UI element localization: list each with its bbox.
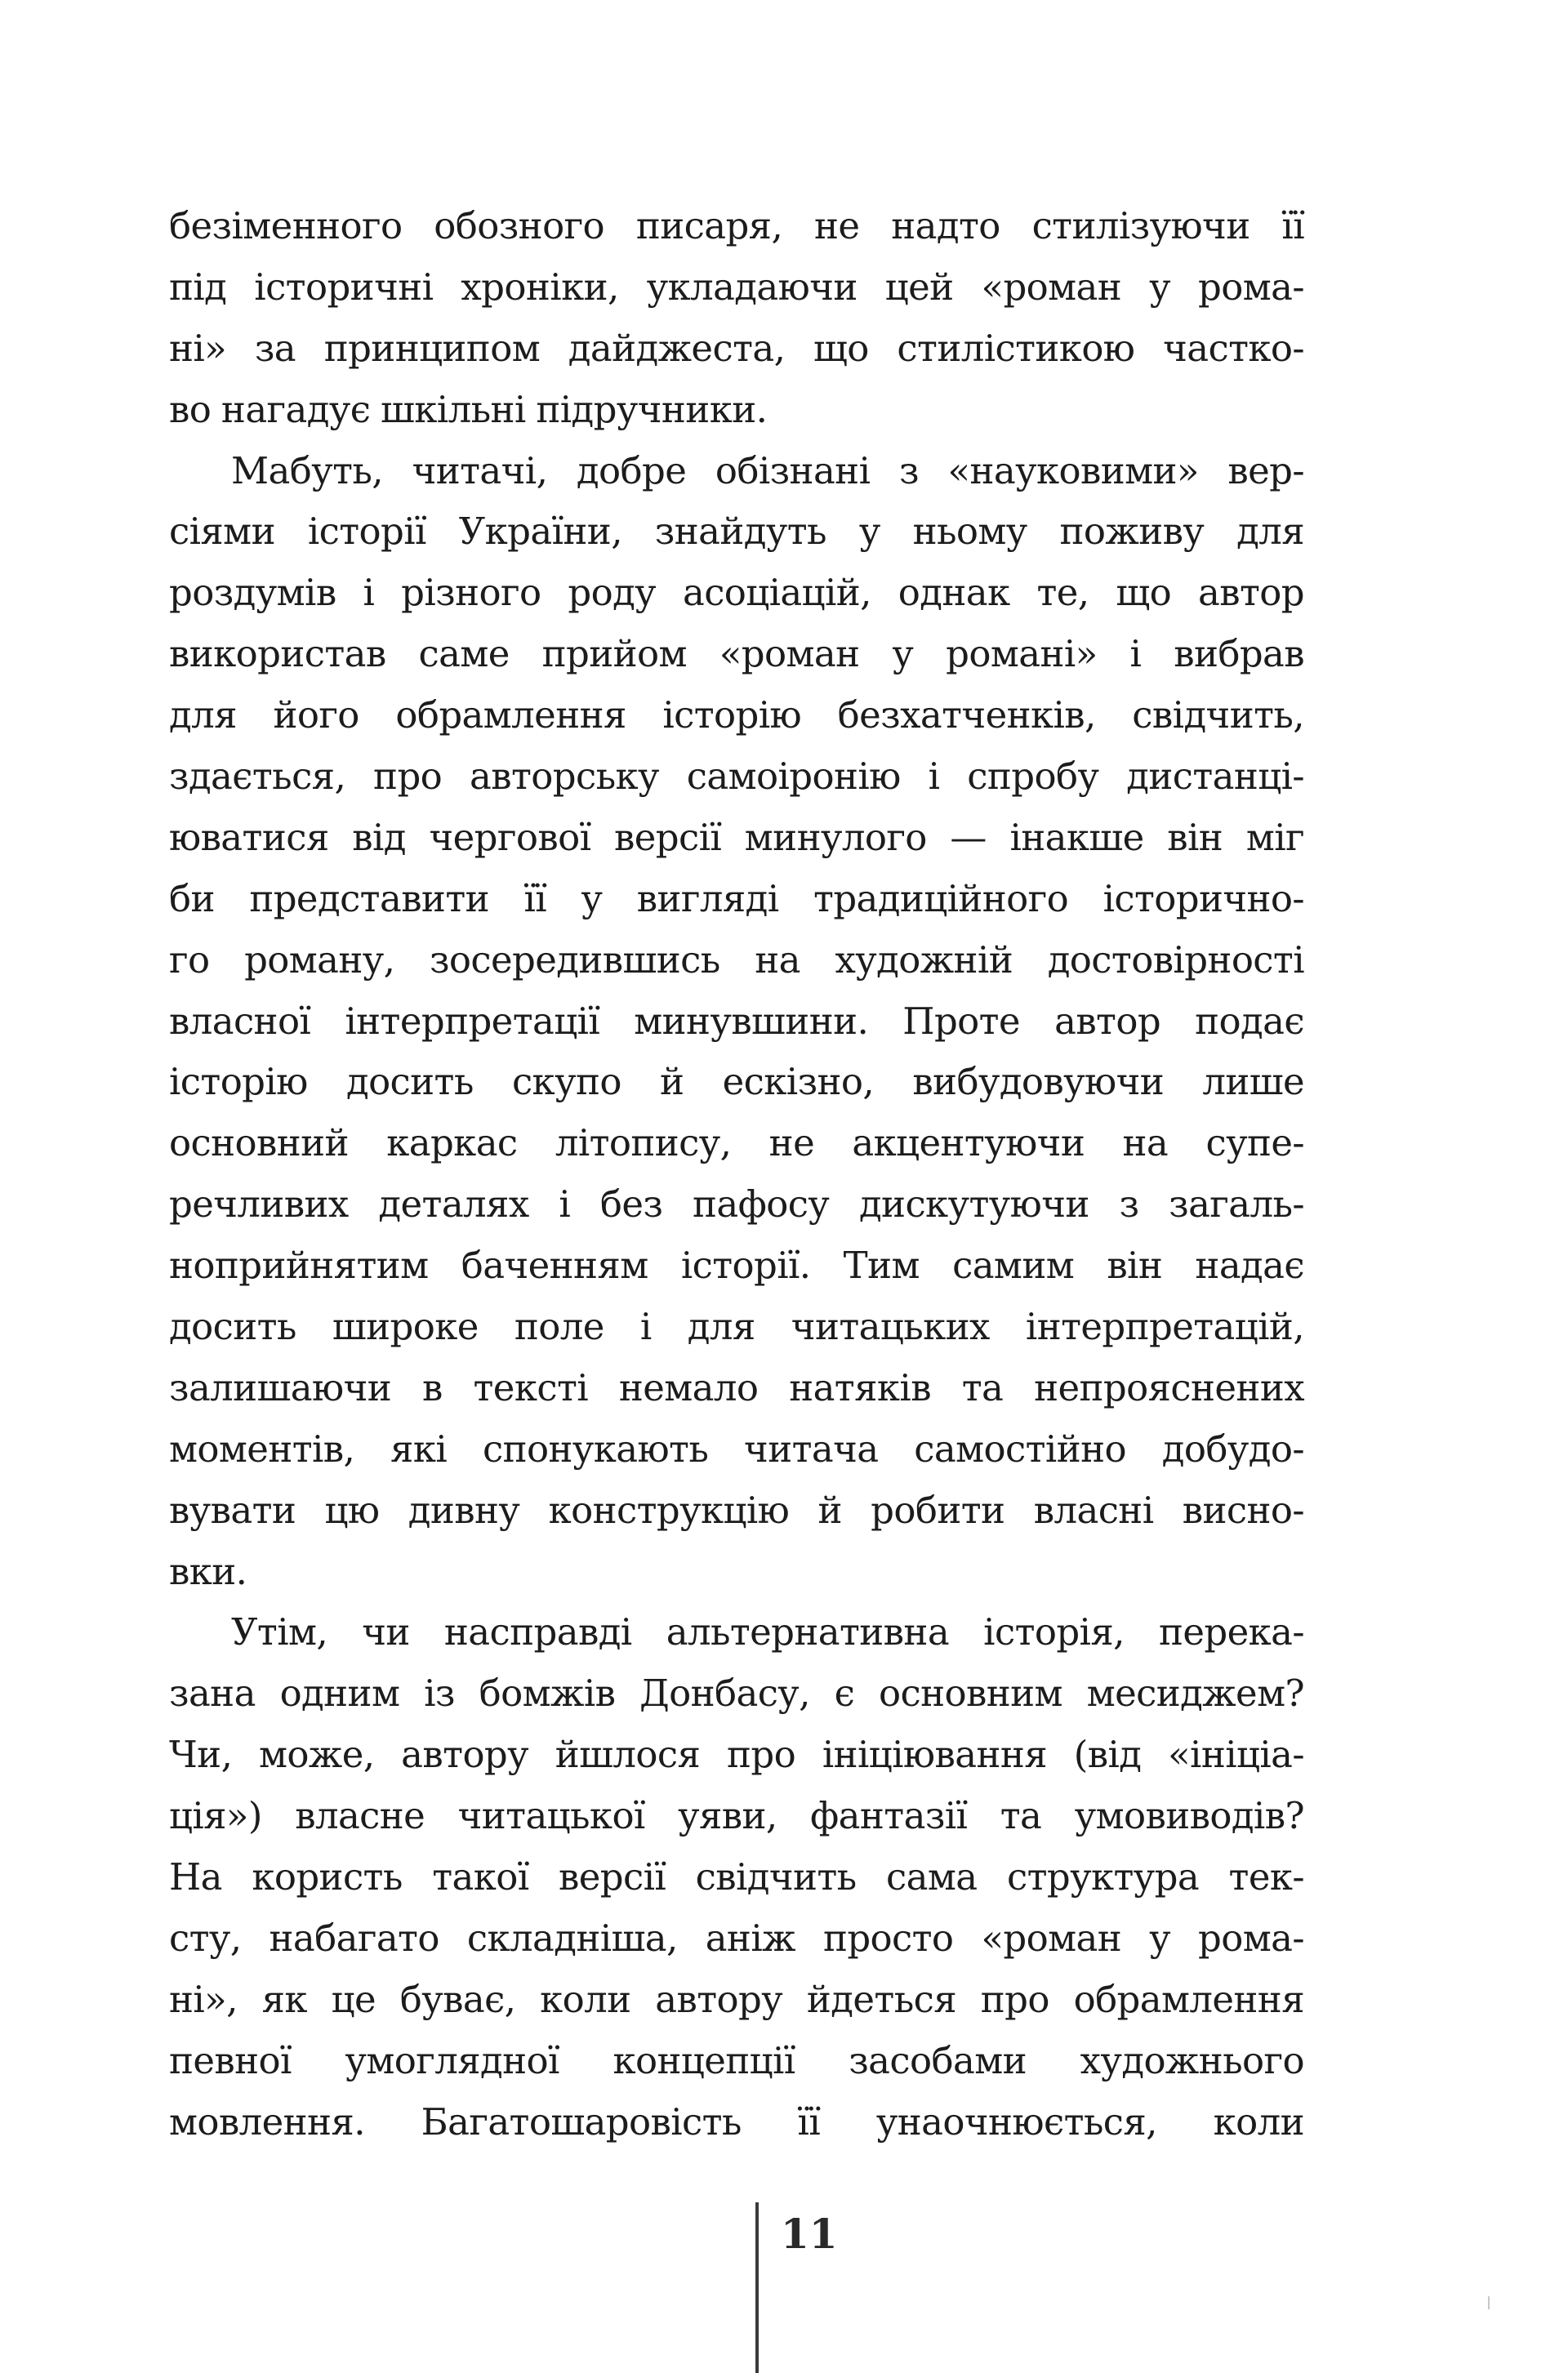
- text-line: роздумів і різного роду асоціацій, однак те, що автор: [169, 571, 1304, 615]
- body-text: [169, 196, 1304, 2153]
- text-line: моментів, які спонукають читача самостійно добудо-: [169, 1427, 1304, 1471]
- text-line: здається, про авторську самоіронію і спробу дистанці-: [169, 755, 1304, 799]
- paragraph-first-line: Мабуть, читачі, добре обізнані з «науковими» вер-: [231, 448, 1304, 492]
- text-line: основний каркас літопису, не акцентуючи на супе-: [169, 1121, 1304, 1165]
- text-line: залишаючи в тексті немало натяків та непрояснених: [169, 1365, 1304, 1409]
- text-line: во нагадує шкільні підручники.: [169, 387, 768, 431]
- text-line: певної умоглядної концепції засобами художнього: [169, 2038, 1304, 2082]
- folio-divider-rule: [755, 2202, 759, 2373]
- scan-edge-mark: [1488, 2296, 1490, 2309]
- text-line: юватися від чергової версії минулого — інакше він міг: [169, 815, 1304, 859]
- text-line: безіменного обозного писаря, не надто стилізуючи її: [169, 204, 1304, 247]
- text-line: зана одним із бомжів Донбасу, є основним месиджем?: [169, 1672, 1304, 1716]
- text-line: сту, набагато складніша, аніж просто «роман у рома-: [169, 1916, 1304, 1960]
- text-line: вки.: [169, 1549, 247, 1593]
- text-line: ні», як це буває, коли автору йдеться про обрамлення: [169, 1977, 1304, 2021]
- text-line: ція») власне читацької уяви, фантазії та умовиводів?: [169, 1794, 1304, 1838]
- text-line: під історичні хроніки, укладаючи цей «роман у рома-: [169, 265, 1304, 309]
- text-line: досить широке поле і для читацьких інтерпретацій,: [169, 1305, 1304, 1349]
- text-line: для його обрамлення історію безхатченків, свідчить,: [169, 693, 1304, 737]
- text-line: ні» за принципом дайджеста, що стилістикою частко-: [169, 326, 1304, 370]
- text-line: На користь такої версії свідчить сама структура тек-: [169, 1855, 1304, 1899]
- text-line: сіями історії України, знайдуть у ньому поживу для: [169, 510, 1304, 554]
- text-line: власної інтерпретації минувшини. Проте автор подає: [169, 999, 1304, 1043]
- text-line: речливих деталях і без пафосу дискутуючи з загаль-: [169, 1182, 1304, 1227]
- text-line: би представити її у вигляді традиційного історично-: [169, 876, 1304, 920]
- text-line: ноприйнятим баченням історії. Тим самим він надає: [169, 1244, 1304, 1288]
- text-line: історію досить скупо й ескізно, вибудовуючи лише: [169, 1060, 1304, 1104]
- paragraph-first-line: Утім, чи насправді альтернативна історія, перека-: [231, 1610, 1304, 1654]
- text-line: го роману, зосередившись на художній достовірності: [169, 937, 1304, 982]
- page-number: 11: [781, 2210, 838, 2258]
- text-line: Чи, може, автору йшлося про ініціювання (від «ініціа-: [169, 1733, 1304, 1777]
- text-line: використав саме прийом «роман у романі» і вибрав: [169, 632, 1304, 676]
- text-line: мовлення. Багатошаровість її унаочнюється, коли: [169, 2099, 1304, 2144]
- text-line: вувати цю дивну конструкцію й робити власні висно-: [169, 1488, 1304, 1532]
